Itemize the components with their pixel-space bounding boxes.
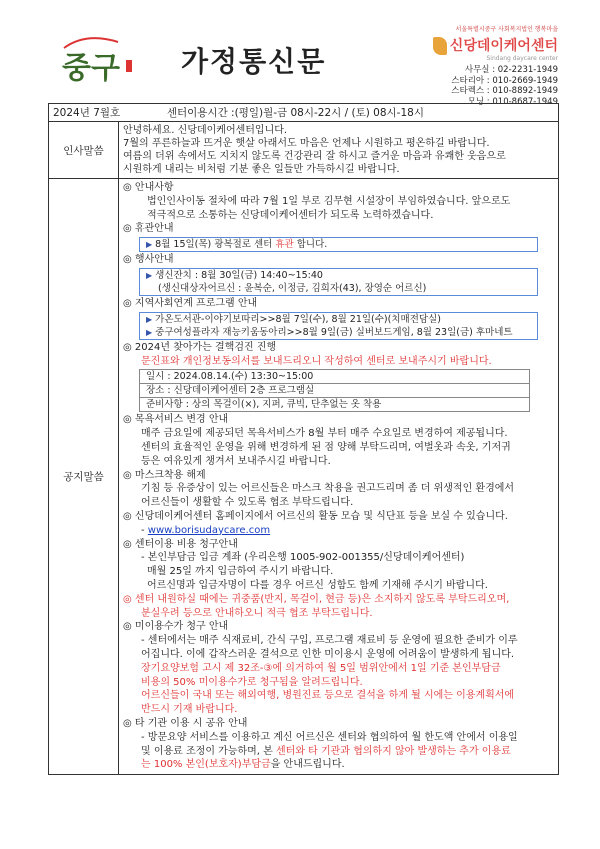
section-line: 어르신들이 생활할 수 있도록 협조 부탁드립니다.: [141, 497, 354, 509]
event-box: [139, 268, 538, 296]
center-brand: [426, 24, 558, 107]
tb-exam-table: [139, 369, 530, 412]
brand-top: 서울특별시중구 사회복지법인 행복마을: [455, 26, 558, 33]
section-line: 기침 등 유증상이 있는 어르신들은 마스크 착용을 권고드리며 좀 더 위생적인 환경에서: [141, 483, 515, 495]
section-heading: ◎ 신당데이케어센터 홈페이지에서 어르신의 활동 모습 및 식단표 등을 보실 수 있습니다.: [123, 510, 508, 522]
triangle-bullet-icon: ▶: [146, 314, 153, 324]
tb-exam-prep: 준비사항 : 상의 목걸이(×), 지퍼, 큐빅, 단추없는 옷 착용: [140, 398, 530, 412]
triangle-bullet-icon: ▶: [146, 240, 153, 250]
section-heading: ◎ 지역사회연계 프로그램 안내: [123, 297, 258, 309]
info-row: [49, 104, 559, 122]
tb-exam-date: 일시 : 2024.08.14.(수) 13:30~15:00: [140, 370, 530, 384]
section-line: 법인인사이동 절차에 따라 7월 1일 부로 김무현 시설장이 부임하였습니다. 앞으로도: [147, 195, 511, 207]
greeting-line: 7월의 푸른하늘과 뜨거운 햇살 아래서도 마음은 언제나 시원하고 평온하길 바랍니다.: [123, 138, 490, 149]
program-line: ▶ 가온도서관-이야기보따리>>8월 7일(수), 8월 21일(수)(치매전담실): [146, 313, 441, 325]
section-line: 는 100% 본인(보호자)부담금을 안내드립니다.: [141, 759, 345, 771]
tb-exam-place: 장소 : 신당데이케어센터 2층 프로그램실: [140, 384, 530, 398]
section-heading: ◎ 휴관안내: [123, 223, 174, 235]
section-line: 적극적으로 소통하는 신당데이케어센터가 되도록 노력하겠습니다.: [147, 209, 434, 221]
svg-text:중구: 중구: [62, 51, 120, 86]
section-line: 센터의 효율적인 운영을 위해 변경하게 된 점 양해 부탁드리며, 여벌옷과 속옷, 기저귀: [141, 441, 511, 453]
tb-notice-red: 문진표와 개인정보동의서를 보내드리오니 작성하여 센터로 보내주시기 바랍니다.: [141, 355, 492, 367]
event-line: ▶ 생신잔치 : 8월 30일(금) 14:40~15:40: [146, 269, 323, 281]
section-line: 등은 여유있게 챙겨서 보내주시길 바랍니다.: [141, 455, 331, 467]
brand-name: 신당데이케어센터: [426, 35, 558, 55]
billing-red-line: 반드시 기재 바랍니다.: [141, 704, 238, 716]
section-line: - 센터에서는 매주 식재료비, 간식 구입, 프로그램 재료비 등 운영에 필요한 준비가 이루: [141, 635, 518, 647]
valuables-notice: ◎ 센터 내원하실 때에는 귀중품(반지, 목걸이, 현금 등)은 소지하지 않도록 부탁드리오며,: [123, 593, 510, 605]
program-line: ▶ 중구여성플라자 재능키움동아리>>8월 9일(금) 실버보드게임, 8월 23일(금) 후마네트: [146, 326, 513, 338]
section-heading: ◎ 2024년 찾아가는 결핵검진 진행: [123, 341, 277, 353]
greeting-line: 여름의 더위 속에서도 지치지 않도록 건강관리 잘 하시고 즐거운 마음과 유쾌한 웃음으로: [123, 151, 506, 162]
section-heading: ◎ 미이용수가 청구 안내: [123, 621, 229, 633]
contact-starex: 스타렉스 : 010-8892-1949: [451, 86, 558, 96]
billing-red-line: 장기요양보험 고시 제 32조-③에 의거하여 월 5일 범위안에서 1일 기준 본인부담금: [141, 662, 501, 674]
issue-label: 2024년 7월호: [53, 107, 121, 119]
valuables-notice: 분실우려 등으로 안내하오니 적극 협조 부탁드립니다.: [141, 607, 373, 619]
homepage-link[interactable]: www.borisudaycare.com: [147, 524, 271, 536]
greeting-row: [49, 122, 559, 179]
triangle-bullet-icon: ▶: [146, 327, 153, 337]
notice-content: [119, 179, 559, 775]
brand-sub: Sindang daycare center: [486, 55, 558, 62]
newsletter-table: [48, 103, 559, 775]
closure-box: ▶ 8월 15일(목) 광복절로 센터 휴관 합니다.: [139, 237, 538, 252]
notice-row: [49, 179, 559, 775]
greeting-label: 인사말씀: [49, 122, 119, 179]
section-line: - 본인부담금 입금 계좌 (우리은행 1005-902-001355/신당데이케어센터): [141, 552, 465, 564]
section-line: 매월 25일 까지 입금하여 주시기 바랍니다.: [147, 566, 334, 578]
section-heading: ◎ 센터이용 비용 청구안내: [123, 538, 238, 550]
contact-office: 사무실 : 02-2231-1949: [464, 65, 558, 75]
section-heading: ◎ 목욕서비스 변경 안내: [123, 414, 229, 426]
section-line: 및 이용료 조정이 가능하며, 본 센터와 타 기관과 협의하지 않아 발생하는 추가 이용료: [141, 745, 511, 757]
contact-staria: 스타리아 : 010-2669-1949: [451, 75, 558, 86]
section-line: 어르신명과 입금자명이 다를 경우 어르신 성함도 함께 기재해 주시기 바랍니다.: [147, 579, 488, 591]
section-line: 매주 금요일에 제공되던 목욕서비스가 8월 부터 매주 수요일로 변경하여 제공됩니다.: [141, 428, 508, 440]
greeting-content: [119, 122, 559, 179]
district-logo: [56, 30, 136, 90]
program-box: [139, 312, 538, 340]
contact-list: [426, 65, 558, 107]
daycare-mark-icon: [433, 37, 447, 55]
section-heading: ◎ 안내사항: [123, 182, 174, 193]
homepage-link-line: - www.borisudaycare.com: [141, 524, 271, 536]
billing-red-line: 어르신들이 국내 또는 해외여행, 병원진료 등으로 결석을 하게 될 시에는 이용계획서에: [141, 690, 515, 702]
jung-gu-logo-icon: [56, 30, 136, 90]
greeting-line: 안녕하세요. 신당데이케어센터입니다.: [123, 125, 288, 136]
section-line: 어집니다. 이에 갑작스러운 결석으로 인한 미이용시 운영에 어려움이 발생하게 됩니다.: [141, 648, 515, 660]
section-heading: ◎ 마스크착용 해제: [123, 469, 206, 481]
section-heading: ◎ 행사안내: [123, 254, 174, 266]
section-heading: ◎ 타 기관 이용 시 공유 안내: [123, 717, 248, 729]
page-title: 가정통신문: [181, 45, 327, 78]
header: [48, 22, 558, 107]
section-line: - 방문요양 서비스를 이용하고 계신 어르신은 센터와 협의하여 월 한도액 안에서 이용일: [141, 731, 518, 743]
center-hours: 센터이용시간 :(평일)월-금 08시-22시 / (토) 08시-18시: [166, 107, 424, 119]
contact-morning: 모닝 : 010-8687-1949: [467, 96, 558, 107]
triangle-bullet-icon: ▶: [146, 270, 153, 280]
event-line: (생신대상자어르신 : 윤복순, 이정금, 김희자(43), 장영순 어르신): [158, 282, 427, 294]
greeting-line: 시원하게 내리는 비처럼 기분 좋은 일들만 가득하시길 바랍니다.: [123, 164, 400, 175]
notice-label: 공지말씀: [49, 179, 119, 775]
billing-red-line: 비용의 50% 미이용수가로 청구됨을 알려드립니다.: [141, 676, 363, 688]
